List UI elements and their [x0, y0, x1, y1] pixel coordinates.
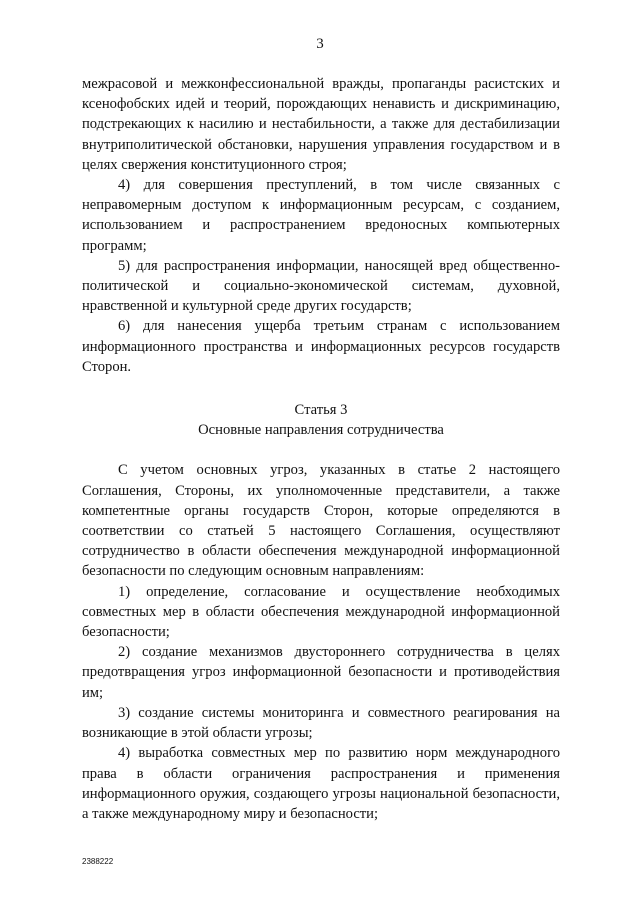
direction-item-1: 1) определение, согласование и осуществление необходимых совместных мер в области обеспечения международной информационной безопасности; — [82, 583, 560, 641]
article-intro-paragraph: С учетом основных угроз, указанных в статье 2 настоящего Соглашения, Стороны, их уполномоченные представители, а также компетентные органы государств Сторон, которые определяются в соответствии со статьей 5 настоящего Соглашения, осуществляют сотрудничество в области обеспечения международной информационной безопасности по следующим основным направлениям: — [82, 462, 560, 580]
spacer — [82, 440, 560, 460]
article-number: Статья 3 — [294, 402, 348, 419]
list-item-6: 6) для нанесения ущерба третьим странам с использованием информационного пространства и информационных ресурсов государств Сторон. — [82, 318, 560, 375]
list-item-4: 4) для совершения преступлений, в том числе связанных с неправомерным доступом к информационным ресурсам, с созданием, использованием и распространением вредоносных компьютерных программ; — [82, 177, 560, 254]
direction-item-4: 4) выработка совместных мер по развитию норм международного права в области ограничения распространения и применения информационного оружия, создающего угрозы национальной безопасности, а также международному миру и безопасности; — [82, 745, 560, 822]
page-number: 3 — [316, 36, 324, 52]
list-item-5: 5) для распространения информации, наносящей вред общественно-политической и социально-экономической системам, духовной, нравственной и культурной среде других государств; — [82, 257, 560, 315]
paragraph-continuation: межрасовой и межконфессиональной вражды, пропаганды расистских и ксенофобских идей и теорий, порождающих ненависть и дискриминацию, подстрекающих к насилию и нестабильности, а также для дестабилизации внутриполитической обстановки, нарушения управления государством и в целях свержения конституционного строя; — [82, 76, 560, 173]
direction-item-2: 2) создание механизмов двустороннего сотрудничества в целях предотвращения угроз информационной безопасности и противодействия им; — [82, 644, 560, 701]
article-heading — [82, 400, 560, 440]
document-code: 2388222 — [82, 857, 114, 866]
direction-item-3: 3) создание системы мониторинга и совместного реагирования на возникающие в этой области угрозы; — [82, 704, 560, 742]
article-title: Основные направления сотрудничества — [198, 422, 444, 439]
document-body — [82, 74, 560, 824]
